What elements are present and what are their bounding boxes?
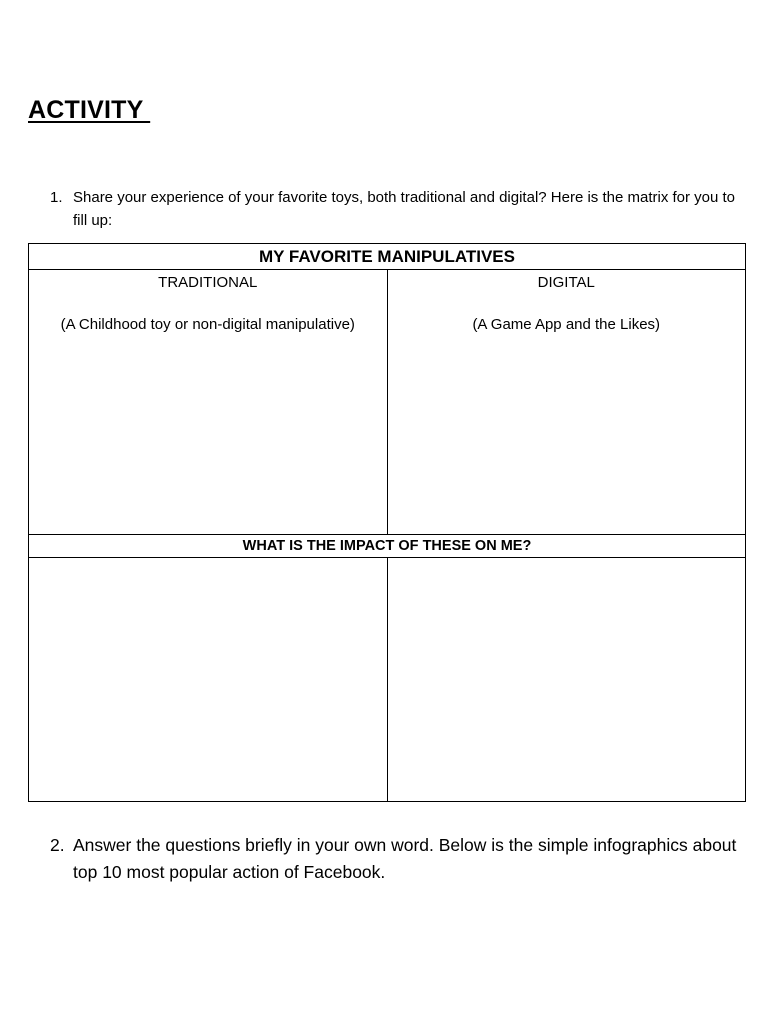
activity-heading: ACTIVITY [28,96,151,124]
question-2 [50,832,750,886]
traditional-cell[interactable] [29,270,388,535]
impact-answer-row [29,558,746,802]
traditional-header: TRADITIONAL [158,274,258,291]
matrix-title: MY FAVORITE MANIPULATIVES [29,244,746,270]
question-2-number: 2. [50,835,65,855]
traditional-description: (A Childhood toy or non-digital manipulative) [60,316,355,333]
manipulatives-matrix [28,243,746,802]
matrix-title-row [29,244,746,270]
matrix-columns-row [29,270,746,535]
impact-digital-answer-cell[interactable] [387,558,746,802]
question-1-number: 1. [50,189,63,206]
digital-cell[interactable] [387,270,746,535]
digital-header: DIGITAL [537,274,595,291]
question-1 [50,186,750,232]
digital-description: (A Game App and the Likes) [472,316,661,333]
question-2-text: Answer the questions briefly in your own word. Below is the simple infographics about top 10 most popular action of Facebook. [73,835,737,882]
impact-traditional-answer-cell[interactable] [29,558,388,802]
impact-header-row [29,535,746,558]
impact-header: WHAT IS THE IMPACT OF THESE ON ME? [29,535,746,558]
question-1-text: Share your experience of your favorite toys, both traditional and digital? Here is the matrix for you to fill up: [73,189,736,229]
